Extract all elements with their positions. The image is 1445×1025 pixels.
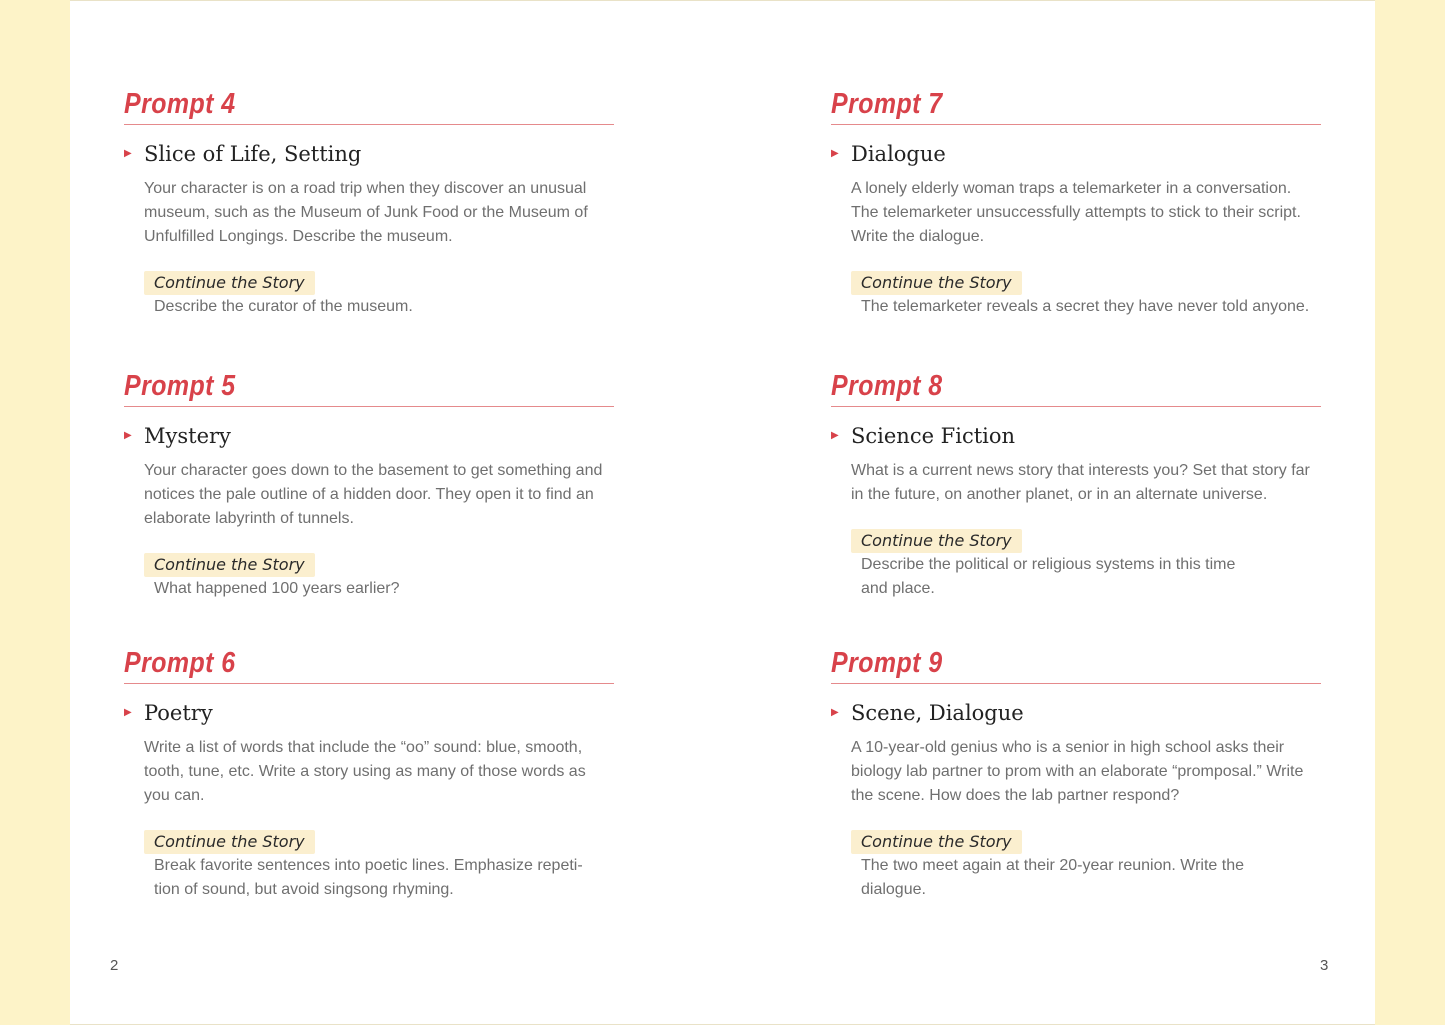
genre-row bbox=[124, 423, 614, 449]
genre-row bbox=[124, 700, 614, 726]
prompt-title: Prompt 7 bbox=[831, 88, 943, 120]
continue-section bbox=[851, 830, 1321, 902]
title-divider bbox=[831, 683, 1321, 684]
genre-row bbox=[831, 423, 1321, 449]
triangle-right-icon: ▶ bbox=[831, 148, 839, 159]
continue-text: Describe the curator of the museum. bbox=[154, 298, 413, 315]
prompt-card bbox=[831, 87, 1321, 319]
continue-label: Continue the Story bbox=[144, 830, 315, 854]
prompt-body: Your character is on a road trip when they discover an unusual museum, such as the Museum of Junk Food or the Museum of Unfulfilled Longings. Describe the museum. bbox=[144, 180, 588, 245]
prompt-body: Your character goes down to the basement to get something and notices the pale outline of a hidden door. They open it to find an elaborate labyrinth of tunnels. bbox=[144, 462, 603, 527]
continue-section bbox=[851, 271, 1321, 319]
continue-label: Continue the Story bbox=[144, 553, 315, 577]
prompt-title: Prompt 4 bbox=[124, 88, 236, 120]
continue-section bbox=[144, 271, 614, 319]
continue-label: Continue the Story bbox=[851, 529, 1022, 553]
genre-label: Dialogue bbox=[851, 142, 946, 166]
triangle-right-icon: ▶ bbox=[831, 707, 839, 718]
triangle-right-icon: ▶ bbox=[124, 430, 132, 441]
title-divider bbox=[831, 406, 1321, 407]
continue-text: Describe the political or religious systems in this time and place. bbox=[861, 556, 1236, 597]
prompt-title: Prompt 6 bbox=[124, 647, 236, 679]
prompt-title: Prompt 9 bbox=[831, 647, 943, 679]
prompt-card bbox=[831, 646, 1321, 902]
prompt-body: Write a list of words that include the “oo” sound: blue, smooth, tooth, tune, etc. Write a story using as many of those words as you can. bbox=[144, 739, 586, 804]
genre-row bbox=[124, 141, 614, 167]
continue-label: Continue the Story bbox=[851, 271, 1022, 295]
continue-text: What happened 100 years earlier? bbox=[154, 580, 400, 597]
prompt-card bbox=[124, 87, 614, 319]
continue-label: Continue the Story bbox=[851, 830, 1022, 854]
book-spread bbox=[70, 0, 1375, 1025]
triangle-right-icon: ▶ bbox=[124, 148, 132, 159]
continue-text: The two meet again at their 20-year reunion. Write the dialogue. bbox=[861, 857, 1245, 898]
genre-label: Science Fiction bbox=[851, 424, 1016, 448]
continue-section bbox=[144, 830, 614, 902]
prompt-card bbox=[831, 369, 1321, 601]
continue-text: Break favorite sentences into poetic lines. Emphasize repeti-tion of sound, but avoid singsong rhyming. bbox=[154, 857, 583, 898]
prompt-card bbox=[124, 369, 614, 601]
genre-label: Mystery bbox=[144, 424, 231, 448]
continue-label: Continue the Story bbox=[144, 271, 315, 295]
triangle-right-icon: ▶ bbox=[124, 707, 132, 718]
genre-label: Scene, Dialogue bbox=[851, 701, 1024, 725]
genre-row bbox=[831, 700, 1321, 726]
continue-text: The telemarketer reveals a secret they have never told anyone. bbox=[861, 298, 1310, 315]
title-divider bbox=[831, 124, 1321, 125]
prompt-card bbox=[124, 646, 614, 902]
page-number-right: 3 bbox=[1320, 957, 1329, 974]
genre-row bbox=[831, 141, 1321, 167]
page-number-left: 2 bbox=[110, 957, 119, 974]
title-divider bbox=[124, 683, 614, 684]
genre-label: Slice of Life, Setting bbox=[144, 142, 362, 166]
prompt-title: Prompt 8 bbox=[831, 370, 943, 402]
title-divider bbox=[124, 124, 614, 125]
triangle-right-icon: ▶ bbox=[831, 430, 839, 441]
continue-section bbox=[851, 529, 1321, 601]
prompt-body: What is a current news story that interests you? Set that story far in the future, on another planet, or in an alternate universe. bbox=[851, 462, 1310, 503]
prompt-body: A 10-year-old genius who is a senior in high school asks their biology lab partner to prom with an elaborate “promposal.” Write the scene. How does the lab partner respond? bbox=[851, 739, 1304, 804]
prompt-body: A lonely elderly woman traps a telemarketer in a conversation. The telemarketer unsuccessfully attempts to stick to their script. Write the dialogue. bbox=[851, 180, 1301, 245]
prompt-title: Prompt 5 bbox=[124, 370, 236, 402]
genre-label: Poetry bbox=[144, 701, 213, 725]
continue-section bbox=[144, 553, 614, 601]
title-divider bbox=[124, 406, 614, 407]
